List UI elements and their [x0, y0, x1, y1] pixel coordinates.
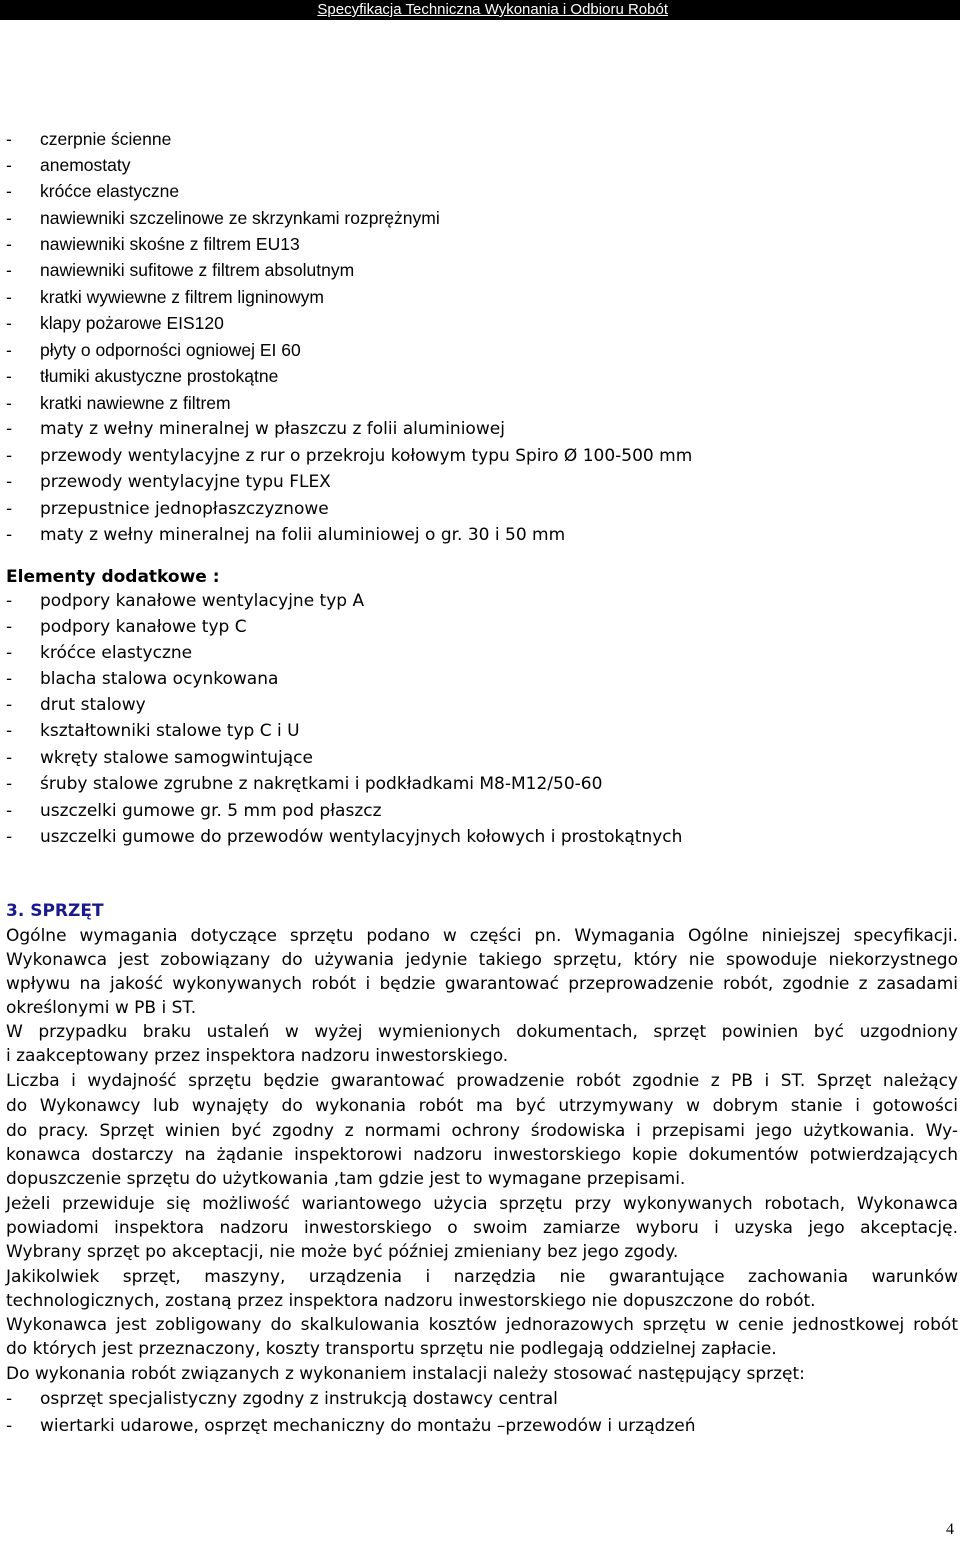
list-item: - króćce elastyczne [6, 643, 193, 663]
list-item: - płyty o odporności ogniowej EI 60 [6, 340, 301, 360]
list-item: - kratki nawiewne z filtrem [6, 393, 231, 413]
list-item: - blacha stalowa ocynkowana [6, 669, 279, 689]
paragraph-line: do których jest przeznaczony, koszty transportu sprzętu nie podlegają oddzielnej zapłacie. [6, 1339, 777, 1359]
list-item: - tłumiki akustyczne prostokątne [6, 366, 279, 386]
paragraph-line: określonymi w PB i ST. [6, 998, 197, 1018]
list-item: - nawiewniki skośne z filtrem EU13 [6, 234, 300, 254]
paragraph-line: dopuszczenie sprzętu do użytkowania ,tam gdzie jest to wymagane przepisami. [6, 1169, 686, 1189]
list-item: - kratki wywiewne z filtrem ligninowym [6, 287, 324, 307]
list-item: - uszczelki gumowe do przewodów wentylacyjnych kołowych i prostokątnych [6, 827, 683, 847]
list-item: - maty z wełny mineralnej na folii aluminiowej o gr. 30 i 50 mm [6, 525, 566, 545]
paragraph-line: do Wykonawcy lub wynajęty do wykonania robót ma być utrzymywany w dobrym stanie i gotowości [6, 1096, 958, 1116]
extras-title: Elementy dodatkowe : [6, 567, 220, 587]
paragraph-line: Do wykonania robót związanych z wykonaniem instalacji należy stosować następujący sprzęt: [6, 1364, 805, 1384]
list-item: - osprzęt specjalistyczny zgodny z instrukcją dostawcy central [6, 1389, 558, 1409]
list-item: - śruby stalowe zgrubne z nakrętkami i podkładkami M8-M12/50-60 [6, 774, 603, 794]
list-item: - podpory kanałowe wentylacyjne typ A [6, 591, 365, 611]
paragraph-line: Ogólne wymagania dotyczące sprzętu podano w części pn. Wymagania Ogólne niniejszej specyfikacji. [6, 926, 958, 946]
paragraph-line: wpływu na jakość wykonywanych robót i będzie gwarantować przeprowadzenie robót, zgodnie z zasadami [6, 974, 958, 994]
paragraph-line: Jakikolwiek sprzęt, maszyny, urządzenia i narzędzia nie gwarantujące zachowania warunków [6, 1267, 958, 1287]
list-item: - nawiewniki sufitowe z filtrem absolutnym [6, 260, 355, 280]
list-item: - nawiewniki szczelinowe ze skrzynkami rozprężnymi [6, 208, 440, 228]
list-item: - klapy pożarowe EIS120 [6, 313, 224, 333]
list-item: - podpory kanałowe typ C [6, 617, 247, 637]
page-number: 4 [946, 1521, 954, 1538]
list-item: - uszczelki gumowe gr. 5 mm pod płaszcz [6, 801, 382, 821]
list-item: - przepustnice jednopłaszczyznowe [6, 499, 329, 519]
list-item: - przewody wentylacyjne z rur o przekroju kołowym typu Spiro Ø 100-500 mm [6, 446, 693, 466]
header-bar [0, 0, 960, 20]
paragraph-line: i zaakceptowany przez inspektora nadzoru inwestorskiego. [6, 1046, 509, 1066]
header-title: Specyfikacja Techniczna Wykonania i Odbioru Robót [317, 1, 668, 18]
paragraph-line: powiadomi inspektora nadzoru inwestorskiego o swoim zamiarze wyboru i uzyska jego akceptację. [6, 1218, 958, 1238]
list-item: - wiertarki udarowe, osprzęt mechaniczny do montażu –przewodów i urządzeń [6, 1416, 696, 1436]
paragraph-line: technologicznych, zostaną przez inspektora nadzoru inwestorskiego nie dopuszczone do robót. [6, 1291, 816, 1311]
paragraph-line: W przypadku braku ustaleń w wyżej wymienionych dokumentach, sprzęt powinien być uzgodniony [6, 1022, 958, 1042]
paragraph-line: Wykonawca jest zobligowany do skalkulowania kosztów jednorazowych sprzętu w cenie jednostkowej robót [6, 1315, 958, 1335]
paragraph-line: Wykonawca jest zobowiązany do używania jedynie takiego sprzętu, który nie spowoduje niekorzystnego [6, 950, 958, 970]
list-item: - drut stalowy [6, 695, 146, 715]
list-item: - przewody wentylacyjne typu FLEX [6, 472, 331, 492]
list-item: - anemostaty [6, 155, 131, 175]
list-item: - kształtowniki stalowe typ C i U [6, 721, 300, 741]
paragraph-line: konawca dostarczy na żądanie inspektorowi nadzoru inwestorskiego kopie dokumentów potwierdzających [6, 1145, 958, 1165]
list-item: - króćce elastyczne [6, 181, 180, 201]
list-item: - wkręty stalowe samogwintujące [6, 748, 313, 768]
paragraph-line: Jeżeli przewiduje się możliwość wariantowego użycia sprzętu przy wykonywanych robotach, Wykonawca [6, 1194, 958, 1214]
paragraph-line: do pracy. Sprzęt winien być zgodny z normami ochrony środowiska i przepisami jego użytkowania. Wy- [6, 1121, 958, 1141]
list-item: - maty z wełny mineralnej w płaszczu z folii aluminiowej [6, 419, 505, 439]
list-item: - czerpnie ścienne [6, 129, 172, 149]
paragraph-line: Wybrany sprzęt po akceptacji, nie może być później zmieniany bez jego zgody. [6, 1242, 679, 1262]
section-title: 3. SPRZĘT [6, 901, 104, 921]
paragraph-line: Liczba i wydajność sprzętu będzie gwarantować prowadzenie robót zgodnie z PB i ST. Sprzęt należący [6, 1071, 958, 1091]
